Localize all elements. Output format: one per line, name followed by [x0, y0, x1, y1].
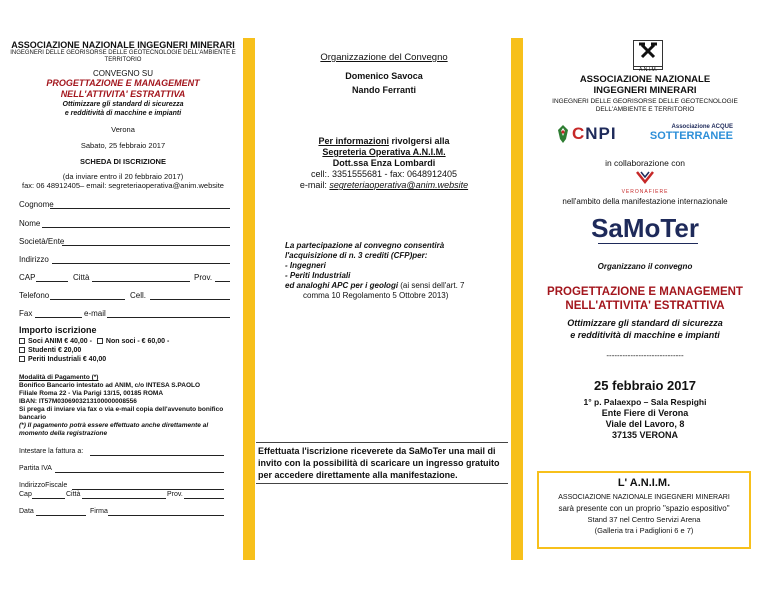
modalita-title: Modalità di Pagamento (*) [19, 374, 99, 381]
fattura-input[interactable] [90, 455, 224, 456]
anim-stand-line-3: Stand 37 nel Centro Servizi Arena [587, 515, 701, 524]
scheda-title: SCHEDA DI ISCRIZIONE [80, 157, 166, 166]
organizer-2: Nando Ferranti [351, 85, 416, 95]
crediti-line: - Periti Industriali [285, 271, 351, 280]
field-label-fattura: Intestare la fattura a: [19, 448, 84, 455]
info-line-3: Dott.ssa Enza Lombardi [332, 158, 436, 168]
veronafiere-logo [620, 170, 670, 195]
crediti-apc: ed analoghi APC per i geologi [285, 281, 399, 290]
field-label-cognome: Cognome [19, 200, 54, 209]
cf-input[interactable] [72, 489, 224, 490]
org-title: Organizzazione del Convegno [320, 52, 448, 63]
crediti-line: comma 10 Regolamento 5 Ottobre 2013) [303, 291, 449, 300]
left-panel [8, 40, 238, 190]
indirizzo-input[interactable] [52, 263, 230, 264]
field-label-fax: Fax [19, 309, 33, 318]
assoc-sub-2: DELL'AMBIENTE E TERRITORIO [595, 106, 695, 113]
event-date: Sabato, 25 febbraio 2017 [80, 141, 166, 150]
samoter-note [256, 442, 508, 484]
ambito-text: nell'ambito della manifestazione internazionale [562, 197, 728, 206]
crediti-line: La partecipazione al convegno consentirà [285, 241, 445, 250]
acque-text-2: SOTTERRANEE [649, 130, 733, 142]
info-line-2: Segreteria Operativa A.N.I.M. [322, 147, 446, 157]
anim-logo-text: A.N.I.M. [634, 66, 662, 74]
collab-text: in collaborazione con [605, 158, 685, 168]
field-label-citta2: Città [66, 491, 81, 498]
info-line-1 [258, 136, 510, 147]
event-title-1: PROGETTAZIONE E MANAGEMENT [46, 78, 200, 88]
firma-input[interactable] [108, 515, 224, 516]
organizzazione-block [258, 52, 510, 95]
crediti-line: l'acquisizione di n. 3 crediti (CFP)per: [285, 251, 428, 260]
organizzano-text: Organizzano il convegno [597, 262, 693, 271]
veronafiere-icon [635, 170, 655, 184]
field-label-telefono: Telefono [19, 291, 50, 300]
field-label-prov: Prov. [194, 273, 213, 282]
event-title-2: NELL'ATTIVITA' ESTRATTIVA [60, 89, 186, 99]
data-input[interactable] [36, 515, 86, 516]
field-label-indirizzo: Indirizzo [19, 255, 49, 264]
importo-nonsoci: Non soci - € 60,00 - [105, 338, 170, 345]
field-label-prov2: Prov. [167, 491, 183, 498]
right-sub-1: Ottimizzare gli standard di sicurezza [567, 318, 723, 328]
event-city: Verona [111, 125, 135, 134]
assoc-title-1: ASSOCIAZIONE NAZIONALE [579, 74, 711, 85]
cap-input[interactable] [36, 281, 68, 282]
importo-title: Importo iscrizione [19, 325, 97, 335]
citta2-input[interactable] [82, 498, 166, 499]
cap2-input[interactable] [32, 498, 65, 499]
modalita-line: Si prega di inviare via fax o via e-mail copia dell'avvenuto bonifico [19, 406, 224, 413]
piva-input[interactable] [55, 472, 224, 473]
deadline: (da inviare entro il 20 febbraio 2017) [62, 172, 184, 181]
acque-sotterranee-logo [645, 123, 733, 142]
right-place-2: Ente Fiere di Verona [601, 408, 689, 418]
modalita-block [19, 374, 239, 438]
field-label-cap: CAP [19, 273, 36, 282]
importo-row [19, 355, 169, 364]
italy-emblem-icon [556, 124, 570, 144]
acque-text-1: Associazione ACQUE [671, 124, 733, 130]
anim-stand-box [537, 471, 751, 549]
organizer-1: Domenico Savoca [345, 71, 423, 81]
right-title-2: NELL'ATTIVITA' ESTRATTIVA [565, 300, 725, 312]
importo-studenti: Studenti € 20,00 [28, 347, 82, 354]
modalita-line: (*) Il pagamento potrà essere effettuato anche direttamente al [19, 422, 209, 429]
crediti-block [285, 241, 509, 301]
modalita-line: Bonifico Bancario intestato ad ANIM, c/o INTESA S.PAOLO [19, 382, 201, 389]
modalita-line: momento della registrazione [19, 430, 108, 437]
assoc-subtitle [8, 50, 238, 64]
assoc-title-2: INGEGNERI MINERARI [593, 85, 697, 96]
importo-periti: Periti Industriali € 40,00 [28, 356, 107, 363]
samoter-note-text: Effettuata l'iscrizione riceverete da SaMoTer una mail di invito con la possibilità di scaricare un ingresso gratuito per accedere direttamente alla manifestazione. [258, 446, 500, 480]
prov-input[interactable] [215, 281, 230, 282]
checkbox-studenti[interactable] [19, 347, 25, 353]
event-info-block [525, 378, 765, 441]
modalita-line: IBAN: IT57M0306903213100000008556 [19, 398, 137, 405]
field-label-cell: Cell. [130, 291, 147, 300]
divider-bar-left [243, 38, 255, 560]
importo-row [19, 346, 169, 355]
field-label-cf: IndirizzoFiscale [19, 482, 68, 489]
right-place-3: Viale del Lavoro, 8 [605, 419, 685, 429]
citta-input[interactable] [92, 281, 190, 282]
field-label-nome: Nome [19, 219, 41, 228]
assoc-block [525, 74, 765, 114]
cell-input[interactable] [150, 299, 230, 300]
checkbox-periti[interactable] [19, 356, 25, 362]
modalita-line: bancario [19, 414, 47, 421]
samoter-logo [525, 213, 765, 244]
event-subtitle-2: e redditività di macchine e impianti [64, 110, 182, 117]
hammer-pick-icon [634, 41, 662, 61]
assoc-subtitle-line: INGEGNERI DELLE GEORISORSE DELLE GEOTECNOLOGIE DELL'AMBIENTE E [10, 50, 236, 56]
convegno-su: CONVEGNO SU [92, 69, 153, 78]
cnpi-logo-text: NPI [585, 124, 617, 143]
email-link[interactable]: segreteriaoperativa@anim.website [329, 180, 469, 190]
cognome-input[interactable] [50, 208, 230, 209]
crediti-line [285, 281, 509, 291]
importo-row [19, 337, 169, 346]
right-event-date: 25 febbraio 2017 [594, 378, 696, 393]
importo-soci: Soci ANIM € 40,00 - [28, 338, 92, 345]
anim-logo [633, 40, 663, 73]
info-block [258, 136, 510, 191]
assoc-sub-1: INGEGNERI DELLE GEORISORSE DELLE GEOTECNOLOGIE [552, 98, 738, 105]
assoc-title: ASSOCIAZIONE NAZIONALE INGEGNERI MINERARI [11, 40, 235, 50]
anim-stand-title: L' A.N.I.M. [617, 477, 671, 489]
nome-input[interactable] [42, 227, 230, 228]
right-title-block [525, 285, 765, 360]
checkbox-soci[interactable] [19, 338, 25, 344]
field-label-citta: Città [73, 273, 90, 282]
cnpi-logo: CNPI [572, 124, 617, 143]
importo-list [19, 337, 169, 364]
email-input[interactable] [107, 317, 230, 318]
crediti-line: - Ingegneri [285, 261, 326, 270]
veronafiere-text: VERONAFIERE [621, 189, 669, 195]
crediti-art: (ai sensi dell'art. 7 [398, 281, 465, 290]
checkbox-nonsoci[interactable] [97, 338, 103, 344]
fax-input[interactable] [35, 317, 82, 318]
samoter-logo-text: SaMoTer [591, 213, 699, 243]
email-label: e-mail: [299, 180, 330, 190]
info-highlight: Per informazioni [318, 136, 389, 146]
divider-bar-right [511, 38, 523, 560]
samoter-underline [598, 243, 698, 244]
modalita-line: Filiale Roma 22 - Via Parigi 13/15, 00185 ROMA [19, 390, 164, 397]
societa-input[interactable] [62, 245, 230, 246]
info-line-1-rest: rivolgersi alla [388, 136, 450, 146]
field-label-cap2: Cap [19, 491, 32, 498]
anim-stand-line-2: sarà presente con un proprio "spazio espositivo" [558, 504, 730, 513]
field-label-email: e-mail [84, 309, 106, 318]
anim-stand-line-1: ASSOCIAZIONE NAZIONALE INGEGNERI MINERARI [558, 494, 730, 501]
field-label-piva: Partita IVA [19, 465, 52, 472]
prov2-input[interactable] [184, 498, 224, 499]
info-line-4: cell:. 3351555681 - fax: 0648912405 [310, 169, 458, 179]
dashes-divider: ----------------------------- [606, 351, 684, 360]
fax-email: fax: 06 48912405– email: segreteriaoperativa@anim.website [22, 181, 224, 190]
assoc-subtitle-line: TERRITORIO [104, 57, 142, 63]
right-place-4: 37135 VERONA [611, 430, 679, 440]
right-title-1: PROGETTAZIONE E MANAGEMENT [547, 286, 743, 298]
info-line-5 [258, 180, 510, 191]
event-subtitle-1: Ottimizzare gli standard di sicurezza [62, 101, 184, 108]
anim-stand-line-4: (Galleria tra i Padiglioni 6 e 7) [594, 526, 694, 535]
right-sub-2: e redditività di macchine e impianti [570, 330, 720, 340]
telefono-input[interactable] [50, 299, 125, 300]
field-label-data: Data [19, 508, 34, 515]
right-place-1: 1° p. Palaexpo – Sala Respighi [583, 397, 707, 407]
field-label-firma: Firma [90, 508, 108, 515]
field-label-societa: Società/Ente [19, 237, 65, 246]
